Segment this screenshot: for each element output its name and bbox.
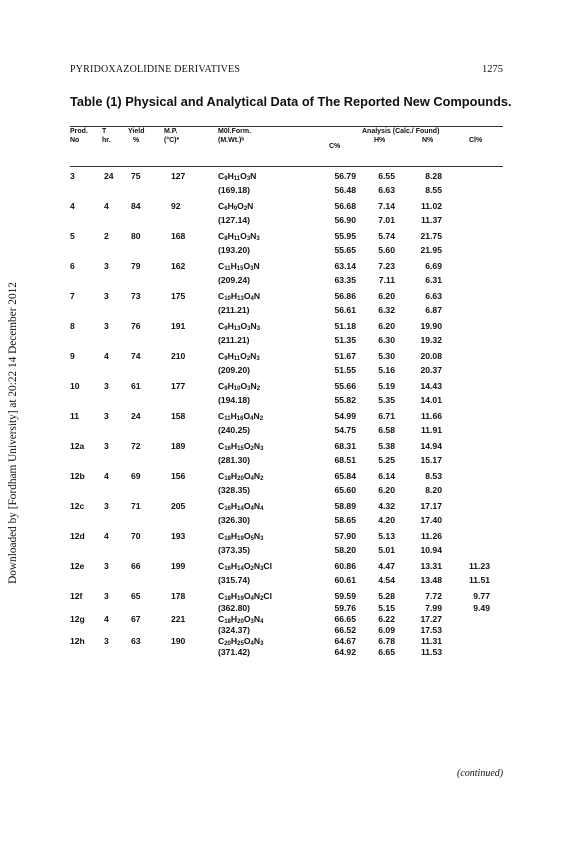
cell-formula: $C_8H_{11}O_3N_3$ [218, 231, 260, 242]
cell-product-no: 12b [70, 471, 85, 481]
cell-time: 3 [104, 381, 109, 391]
cell-yield: 74 [131, 351, 141, 361]
cell-molecular-weight: (328.35) [218, 485, 251, 495]
cell-product-no: 12a [70, 441, 85, 451]
cell-molecular-weight: (211.21) [218, 335, 250, 345]
cell-molecular-weight: (127.14) [218, 215, 251, 225]
cell-time: 4 [104, 351, 109, 361]
cell-product-no: 12g [70, 614, 85, 624]
cell-calc-n: 17.17 [420, 501, 442, 511]
cell-found-h: 6.09 [378, 625, 395, 635]
cell-yield: 65 [131, 591, 141, 601]
cell-calc-c: 51.67 [334, 351, 356, 361]
cell-found-h: 6.30 [378, 335, 395, 345]
cell-melting-point: 168 [171, 231, 186, 241]
header-yield-line2: % [133, 136, 140, 144]
cell-formula: $C_9H_{11}O_3N$ [218, 171, 257, 182]
cell-yield: 70 [131, 531, 141, 541]
cell-calc-c: 65.84 [334, 471, 356, 481]
cell-found-n: 11.53 [420, 647, 442, 657]
cell-yield: 84 [131, 201, 141, 211]
cell-product-no: 12d [70, 531, 85, 541]
cell-found-c: 56.48 [334, 185, 356, 195]
cell-yield: 63 [131, 636, 141, 646]
table-top-rule [70, 126, 503, 127]
running-head: PYRIDOXAZOLIDINE DERIVATIVES [70, 64, 241, 75]
cell-melting-point: 210 [171, 351, 186, 361]
cell-yield: 80 [131, 231, 141, 241]
cell-found-c: 51.35 [334, 335, 356, 345]
cell-calc-n: 11.66 [420, 411, 442, 421]
cell-formula: $C_{20}H_{25}O_4N_3$ [218, 636, 264, 647]
cell-time: 4 [104, 614, 109, 624]
cell-calc-h: 4.32 [378, 501, 395, 511]
cell-found-c: 66.52 [334, 625, 356, 635]
cell-calc-n: 14.94 [420, 441, 442, 451]
cell-product-no: 12c [70, 501, 85, 511]
cell-found-h: 4.20 [378, 515, 395, 525]
cell-formula: $C_9H_{11}O_2N_3$ [218, 351, 260, 362]
cell-time: 3 [104, 411, 109, 421]
cell-molecular-weight: (193.20) [218, 245, 251, 255]
header-mp [164, 128, 179, 145]
cell-found-h: 6.58 [378, 425, 395, 435]
cell-molecular-weight: (209.20) [218, 365, 251, 375]
cell-molecular-weight: (194.18) [218, 395, 251, 405]
cell-found-c: 64.92 [334, 647, 356, 657]
cell-formula: $C_{11}H_{15}O_3N$ [218, 261, 260, 272]
cell-found-h: 6.20 [378, 485, 395, 495]
cell-found-c: 55.82 [334, 395, 356, 405]
cell-found-n: 13.48 [420, 575, 442, 585]
cell-found-h: 6.32 [378, 305, 395, 315]
cell-product-no: 11 [70, 411, 80, 421]
header-formula [218, 128, 251, 145]
cell-molecular-weight: (371.42) [218, 647, 251, 657]
header-formula-line2: (M.Wt.)ᵇ [218, 136, 245, 144]
cell-found-h: 7.11 [378, 275, 395, 285]
cell-calc-h: 6.55 [378, 171, 395, 181]
cell-melting-point: 205 [171, 501, 186, 511]
cell-yield: 66 [131, 561, 141, 571]
cell-calc-h: 5.19 [378, 381, 395, 391]
cell-formula: $C_{16}H_{15}O_2N_3$ [218, 441, 264, 452]
cell-melting-point: 178 [171, 591, 186, 601]
cell-formula: $C_{11}H_{16}O_4N_2$ [218, 411, 264, 422]
continued-note: (continued) [457, 768, 504, 779]
cell-product-no: 12h [70, 636, 85, 646]
cell-found-cl: 9.49 [473, 603, 490, 613]
cell-found-n: 17.40 [420, 515, 442, 525]
cell-calc-h: 6.20 [378, 291, 395, 301]
cell-calc-c: 55.66 [334, 381, 356, 391]
cell-found-n: 21.95 [420, 245, 442, 255]
cell-yield: 24 [131, 411, 141, 421]
cell-calc-c: 55.95 [334, 231, 356, 241]
cell-yield: 73 [131, 291, 141, 301]
cell-found-c: 60.61 [334, 575, 356, 585]
cell-calc-h: 6.78 [378, 636, 395, 646]
cell-melting-point: 158 [171, 411, 186, 421]
cell-found-c: 58.20 [334, 545, 356, 555]
cell-time: 4 [104, 201, 109, 211]
cell-time: 24 [104, 171, 114, 181]
cell-formula: $C_{10}H_{13}O_4N$ [218, 291, 261, 302]
header-h: H% [374, 137, 386, 144]
cell-calc-h: 4.47 [378, 561, 395, 571]
cell-calc-n: 11.02 [420, 201, 442, 211]
cell-found-c: 56.90 [334, 215, 356, 225]
cell-formula: $C_6H_9O_2N$ [218, 201, 254, 212]
cell-formula: $C_{16}H_{14}O_4N_4$ [218, 501, 264, 512]
cell-molecular-weight: (362.80) [218, 603, 251, 613]
cell-calc-n: 13.31 [420, 561, 442, 571]
cell-melting-point: 127 [171, 171, 186, 181]
cell-melting-point: 193 [171, 531, 186, 541]
cell-calc-n: 14.43 [420, 381, 442, 391]
cell-yield: 79 [131, 261, 141, 271]
cell-formula: $C_{18}H_{19}O_5N_3$ [218, 531, 264, 542]
cell-found-c: 56.61 [334, 305, 356, 315]
cell-product-no: 3 [70, 171, 75, 181]
cell-found-cl: 11.51 [468, 575, 490, 585]
cell-found-n: 17.53 [420, 625, 442, 635]
cell-calc-n: 11.31 [420, 636, 442, 646]
cell-calc-c: 63.14 [334, 261, 356, 271]
cell-molecular-weight: (373.35) [218, 545, 251, 555]
cell-product-no: 9 [70, 351, 75, 361]
cell-calc-c: 56.86 [334, 291, 356, 301]
cell-found-n: 7.99 [425, 603, 442, 613]
cell-calc-h: 5.74 [378, 231, 395, 241]
cell-product-no: 5 [70, 231, 75, 241]
header-time-line2: hr. [102, 136, 111, 144]
cell-calc-n: 17.27 [420, 614, 442, 624]
cell-melting-point: 199 [171, 561, 186, 571]
cell-calc-h: 5.13 [378, 531, 395, 541]
cell-time: 3 [104, 321, 109, 331]
cell-melting-point: 189 [171, 441, 186, 451]
cell-time: 3 [104, 561, 109, 571]
header-formula-line1: M0l.Form. [218, 128, 252, 135]
cell-found-n: 14.01 [420, 395, 442, 405]
cell-formula: $C_{18}H_{20}O_3N_4$ [218, 614, 264, 625]
cell-time: 4 [104, 471, 109, 481]
cell-calc-n: 19.90 [420, 321, 442, 331]
cell-calc-h: 6.22 [378, 614, 395, 624]
cell-calc-cl: 11.23 [468, 561, 490, 571]
cell-melting-point: 175 [171, 291, 186, 301]
cell-calc-h: 5.38 [378, 441, 395, 451]
cell-calc-c: 64.67 [334, 636, 356, 646]
cell-product-no: 6 [70, 261, 75, 271]
header-prod [70, 128, 88, 145]
cell-found-c: 51.55 [334, 365, 356, 375]
cell-found-h: 5.35 [378, 395, 395, 405]
header-prod-line2: No [70, 136, 80, 144]
cell-melting-point: 191 [171, 321, 186, 331]
cell-melting-point: 156 [171, 471, 186, 481]
cell-time: 3 [104, 291, 109, 301]
cell-product-no: 10 [70, 381, 80, 391]
cell-found-c: 54.75 [334, 425, 356, 435]
cell-found-c: 58.65 [334, 515, 356, 525]
cell-calc-c: 68.31 [334, 441, 356, 451]
cell-time: 3 [104, 591, 109, 601]
cell-molecular-weight: (209.24) [218, 275, 251, 285]
cell-molecular-weight: (315.74) [218, 575, 251, 585]
cell-calc-h: 7.14 [378, 201, 395, 211]
cell-time: 3 [104, 441, 109, 451]
cell-product-no: 12f [70, 591, 83, 601]
cell-yield: 61 [131, 381, 141, 391]
cell-yield: 71 [131, 501, 141, 511]
cell-found-n: 6.87 [425, 305, 442, 315]
cell-found-c: 59.76 [334, 603, 356, 613]
cell-calc-c: 54.99 [334, 411, 356, 421]
cell-melting-point: 190 [171, 636, 186, 646]
cell-found-h: 7.01 [378, 215, 395, 225]
cell-found-n: 10.94 [420, 545, 442, 555]
cell-calc-n: 6.69 [425, 261, 442, 271]
header-n: N% [422, 137, 434, 144]
cell-yield: 72 [131, 441, 141, 451]
cell-found-h: 5.25 [378, 455, 395, 465]
table-title: Table (1) Physical and Analytical Data of The Reported New Compounds. [70, 94, 512, 109]
cell-molecular-weight: (324.37) [218, 625, 251, 635]
cell-found-h: 5.16 [378, 365, 395, 375]
cell-calc-n: 20.08 [420, 351, 442, 361]
cell-found-n: 11.37 [420, 215, 442, 225]
cell-found-c: 65.60 [334, 485, 356, 495]
cell-yield: 75 [131, 171, 141, 181]
cell-found-n: 8.55 [425, 185, 442, 195]
cell-calc-cl: 9.77 [473, 591, 490, 601]
header-mp-line1: M.P. [164, 128, 178, 135]
cell-found-n: 11.91 [420, 425, 442, 435]
cell-yield: 76 [131, 321, 141, 331]
cell-calc-h: 6.20 [378, 321, 395, 331]
cell-calc-n: 21.75 [420, 231, 442, 241]
cell-molecular-weight: (169.18) [218, 185, 251, 195]
cell-found-n: 20.37 [420, 365, 442, 375]
header-time-line1: T [102, 128, 107, 135]
cell-formula: $C_{16}H_{14}O_2N_3Cl$ [218, 561, 272, 572]
cell-calc-c: 56.79 [334, 171, 356, 181]
cell-time: 2 [104, 231, 109, 241]
cell-found-h: 6.65 [378, 647, 395, 657]
cell-found-h: 6.63 [378, 185, 395, 195]
cell-calc-n: 8.28 [425, 171, 442, 181]
cell-calc-c: 60.86 [334, 561, 356, 571]
header-cl: Cl% [469, 137, 483, 144]
cell-found-h: 5.01 [378, 545, 395, 555]
cell-calc-c: 56.68 [334, 201, 356, 211]
cell-found-h: 5.60 [378, 245, 395, 255]
cell-calc-c: 51.18 [334, 321, 356, 331]
table-header-rule [70, 166, 503, 167]
cell-calc-c: 57.90 [334, 531, 356, 541]
cell-formula: $C_9H_{13}O_3N_3$ [218, 321, 261, 332]
page-number: 1275 [482, 64, 503, 75]
cell-melting-point: 177 [171, 381, 186, 391]
cell-time: 3 [104, 501, 109, 511]
cell-melting-point: 162 [171, 261, 186, 271]
cell-yield: 69 [131, 471, 141, 481]
cell-molecular-weight: (281.30) [218, 455, 251, 465]
header-yield [128, 128, 144, 145]
cell-calc-h: 5.28 [378, 591, 395, 601]
cell-formula: $C_9H_{10}O_3N_2$ [218, 381, 261, 392]
cell-molecular-weight: (211.21) [218, 305, 250, 315]
cell-time: 3 [104, 261, 109, 271]
cell-formula: $C_{18}H_{20}O_4N_2$ [218, 471, 264, 482]
cell-calc-c: 58.89 [334, 501, 356, 511]
cell-found-n: 19.32 [420, 335, 442, 345]
cell-found-n: 6.31 [425, 275, 442, 285]
cell-calc-c: 66.65 [334, 614, 356, 624]
cell-calc-n: 7.72 [425, 591, 442, 601]
cell-calc-h: 6.14 [378, 471, 395, 481]
cell-product-no: 8 [70, 321, 75, 331]
cell-molecular-weight: (326.30) [218, 515, 251, 525]
cell-calc-n: 8.53 [425, 471, 442, 481]
cell-found-c: 63.35 [334, 275, 356, 285]
header-c: C% [329, 143, 341, 150]
cell-found-h: 4.54 [378, 575, 395, 585]
cell-calc-n: 11.26 [420, 531, 442, 541]
cell-product-no: 12e [70, 561, 85, 571]
download-watermark-text: Downloaded by [Fordham University] at 20:22 14 December 2012 [7, 282, 19, 584]
cell-molecular-weight: (240.25) [218, 425, 251, 435]
cell-calc-c: 59.59 [334, 591, 356, 601]
cell-yield: 67 [131, 614, 141, 624]
cell-found-c: 55.65 [334, 245, 356, 255]
cell-found-h: 5.15 [378, 603, 395, 613]
header-time [102, 128, 111, 145]
header-mp-line2: (°C)* [164, 136, 180, 144]
cell-product-no: 7 [70, 291, 75, 301]
header-analysis: Analysis (Calc./ Found) [362, 128, 440, 135]
cell-calc-h: 5.30 [378, 351, 395, 361]
cell-formula: $C_{18}H_{19}O_4N_2Cl$ [218, 591, 272, 602]
cell-melting-point: 221 [171, 614, 186, 624]
cell-melting-point: 92 [171, 201, 181, 211]
cell-time: 4 [104, 531, 109, 541]
cell-found-n: 15.17 [420, 455, 442, 465]
cell-calc-n: 6.63 [425, 291, 442, 301]
cell-calc-h: 7.23 [378, 261, 395, 271]
header-yield-line1: Yield [128, 128, 145, 135]
cell-product-no: 4 [70, 201, 75, 211]
cell-calc-h: 6.71 [378, 411, 395, 421]
cell-found-n: 8.20 [425, 485, 442, 495]
cell-time: 3 [104, 636, 109, 646]
header-prod-line1: Prod. [70, 128, 88, 135]
cell-found-c: 68.51 [334, 455, 356, 465]
